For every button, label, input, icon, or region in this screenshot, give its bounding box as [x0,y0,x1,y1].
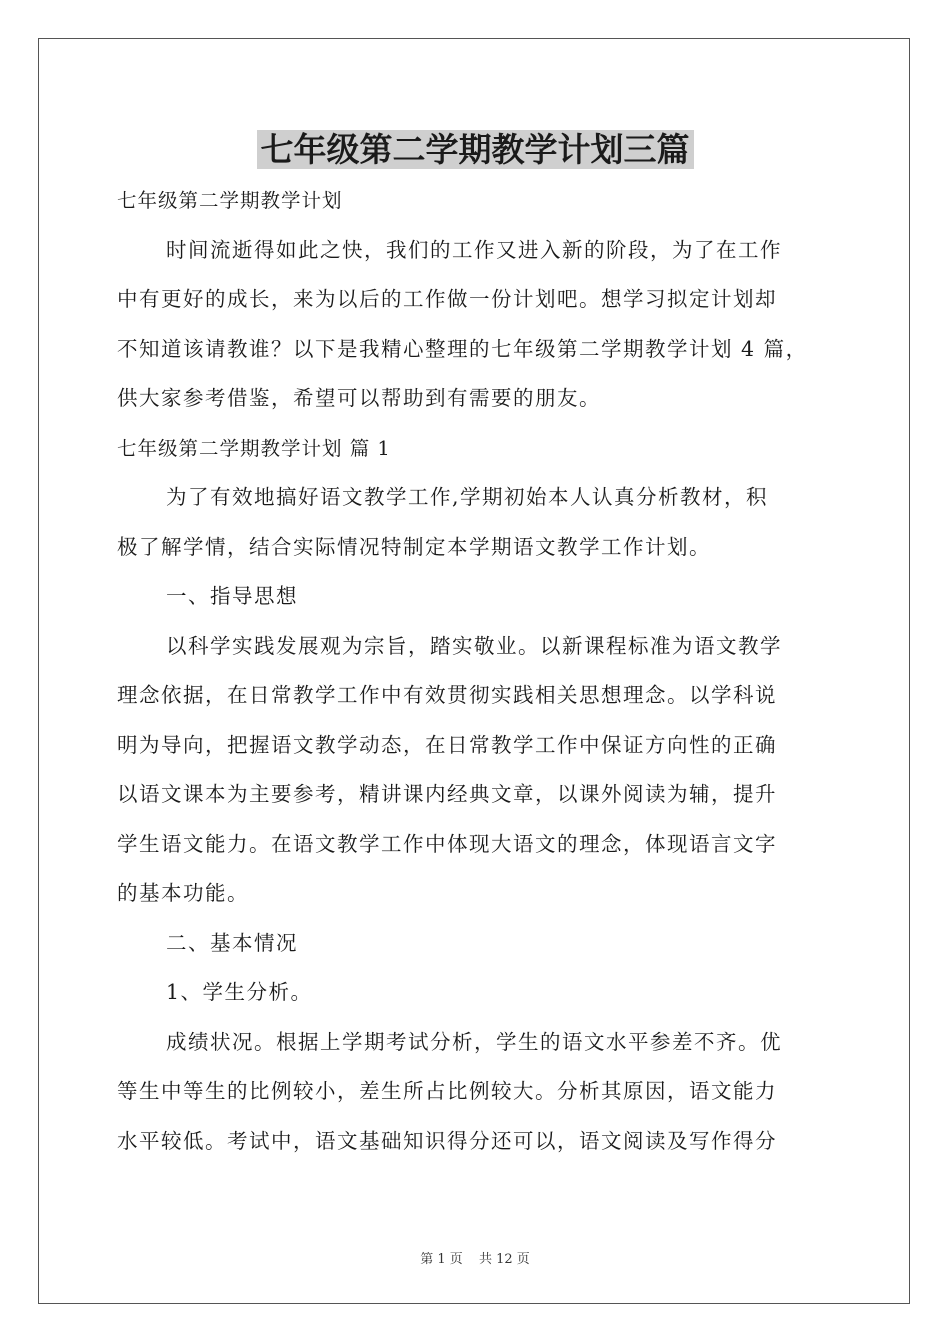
text-line: 以语文课本为主要参考，精讲课内经典文章，以课外阅读为辅，提升 [117,782,777,806]
text-line: 理念依据，在日常教学工作中有效贯彻实践相关思想理念。以学科说 [117,683,777,707]
text-line: 的基本功能。 [117,881,249,905]
page-footer [0,1248,950,1267]
document-body [117,176,837,1166]
document-title-text: 七年级第二学期教学计划三篇 [257,130,694,169]
text-line: 为了有效地搞好语文教学工作,学期初始本人认真分析教材，积 [166,485,769,509]
text-line: 成绩状况。根据上学期考试分析，学生的语文水平参差不齐。优 [166,1029,782,1054]
text-line: 不知道该请教谁？以下是我精心整理的七年级第二学期教学计划 4 篇， [117,336,808,361]
text-line: 二、基本情况 [166,930,298,955]
text-line: 时间流逝得如此之快，我们的工作又进入新的阶段，为了在工作 [166,237,782,262]
text-line: 中有更好的成长，来为以后的工作做一份计划吧。想学习拟定计划却 [117,287,777,311]
text-line: 极了解学情，结合实际情况特制定本学期语文教学工作计划。 [117,534,711,559]
text-line: 以科学实践发展观为宗旨，踏实敬业。以新课程标准为语文教学 [166,633,782,658]
text-line: 七年级第二学期教学计划 篇 1 [117,436,391,460]
text-line: 七年级第二学期教学计划 [117,189,343,212]
page-number: 第 1 页 [420,1252,463,1267]
text-line: 学生语文能力。在语文教学工作中体现大语文的理念，体现语言文字 [117,831,777,856]
text-line: 水平较低。考试中，语文基础知识得分还可以，语文阅读及写作得分 [117,1128,777,1153]
text-line: 供大家参考借鉴，希望可以帮助到有需要的朋友。 [117,386,601,410]
document-title [0,126,950,174]
page-total: 共 12 页 [478,1252,530,1267]
text-line: 一、指导思想 [166,584,298,608]
text-line: 等生中等生的比例较小，差生所占比例较大。分析其原因，语文能力 [117,1079,777,1103]
text-line: 明为导向，把握语文教学动态，在日常教学工作中保证方向性的正确 [117,732,777,757]
text-line: 1、学生分析。 [166,980,313,1004]
